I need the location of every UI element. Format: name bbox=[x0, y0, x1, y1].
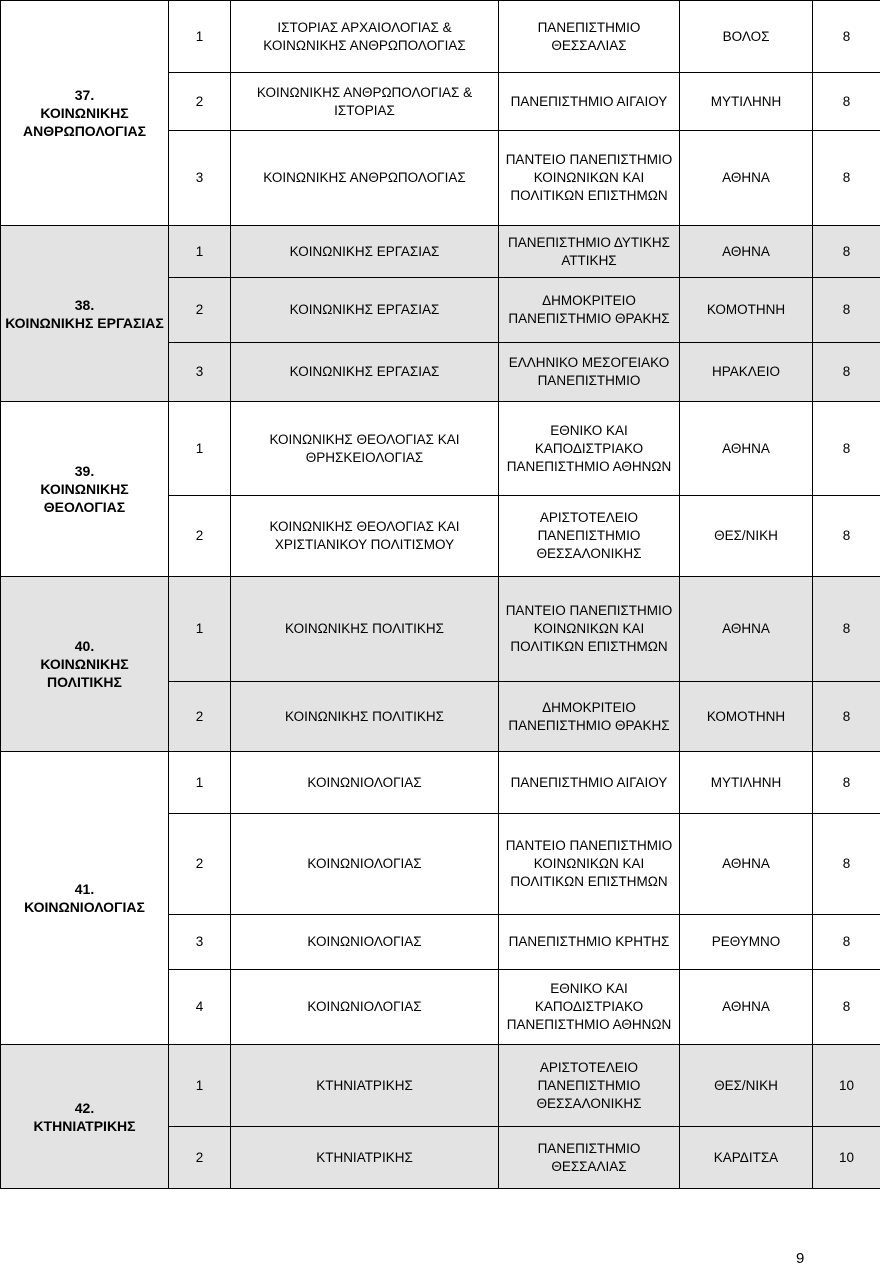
semesters-cell: 8 bbox=[813, 915, 880, 970]
university-cell: ΑΡΙΣΤΟΤΕΛΕΙΟ ΠΑΝΕΠΙΣΤΗΜΙΟ ΘΕΣΣΑΛΟΝΙΚΗΣ bbox=[499, 496, 680, 577]
semesters-cell: 8 bbox=[813, 682, 880, 752]
department-cell: ΚΟΙΝΩΝΙΚΗΣ ΕΡΓΑΣΙΑΣ bbox=[231, 278, 499, 343]
department-cell: ΚΟΙΝΩΝΙΟΛΟΓΙΑΣ bbox=[231, 915, 499, 970]
department-cell: ΚΟΙΝΩΝΙΚΗΣ ΕΡΓΑΣΙΑΣ bbox=[231, 226, 499, 278]
field-name: ΚΟΙΝΩΝΙΚΗΣ ΘΕΟΛΟΓΙΑΣ bbox=[40, 481, 129, 515]
semesters-cell: 10 bbox=[813, 1127, 880, 1189]
index-cell: 3 bbox=[169, 131, 231, 226]
field-number: 38. bbox=[74, 296, 95, 313]
index-cell: 2 bbox=[169, 278, 231, 343]
index-cell: 2 bbox=[169, 73, 231, 131]
index-cell: 3 bbox=[169, 915, 231, 970]
field-name-cell bbox=[1, 226, 169, 402]
semesters-cell: 8 bbox=[813, 577, 880, 682]
city-cell: ΑΘΗΝΑ bbox=[680, 402, 813, 496]
index-cell: 1 bbox=[169, 1045, 231, 1127]
index-cell: 2 bbox=[169, 682, 231, 752]
university-cell: ΑΡΙΣΤΟΤΕΛΕΙΟ ΠΑΝΕΠΙΣΤΗΜΙΟ ΘΕΣΣΑΛΟΝΙΚΗΣ bbox=[499, 1045, 680, 1127]
department-cell: ΚΟΙΝΩΝΙΟΛΟΓΙΑΣ bbox=[231, 814, 499, 915]
department-cell: ΚΤΗΝΙΑΤΡΙΚΗΣ bbox=[231, 1127, 499, 1189]
city-cell: ΒΟΛΟΣ bbox=[680, 1, 813, 73]
university-cell: ΠΑΝΕΠΙΣΤΗΜΙΟ ΑΙΓΑΙΟΥ bbox=[499, 73, 680, 131]
city-cell: ΡΕΘΥΜΝΟ bbox=[680, 915, 813, 970]
table-row bbox=[1, 226, 880, 278]
department-cell: ΙΣΤΟΡΙΑΣ ΑΡΧΑΙΟΛΟΓΙΑΣ & ΚΟΙΝΩΝΙΚΗΣ ΑΝΘΡΩΠΟΛΟΓΙΑΣ bbox=[231, 1, 499, 73]
field-name: ΚΤΗΝΙΑΤΡΙΚΗΣ bbox=[33, 1117, 136, 1134]
university-cell: ΔΗΜΟΚΡΙΤΕΙΟ ΠΑΝΕΠΙΣΤΗΜΙΟ ΘΡΑΚΗΣ bbox=[499, 682, 680, 752]
field-number: 39. bbox=[74, 463, 95, 479]
field-name: ΚΟΙΝΩΝΙΚΗΣ ΑΝΘΡΩΠΟΛΟΓΙΑΣ bbox=[23, 105, 146, 139]
city-cell: ΑΘΗΝΑ bbox=[680, 131, 813, 226]
table-row bbox=[1, 402, 880, 496]
university-cell: ΕΘΝΙΚΟ ΚΑΙ ΚΑΠΟΔΙΣΤΡΙΑΚΟ ΠΑΝΕΠΙΣΤΗΜΙΟ ΑΘΗΝΩΝ bbox=[499, 970, 680, 1045]
city-cell: ΚΟΜΟΤΗΝΗ bbox=[680, 682, 813, 752]
semesters-cell: 8 bbox=[813, 73, 880, 131]
field-number: 42. bbox=[74, 1099, 95, 1116]
department-group bbox=[1, 1, 880, 226]
city-cell: ΘΕΣ/ΝΙΚΗ bbox=[680, 1045, 813, 1127]
department-group bbox=[1, 577, 880, 752]
page-number: 9 bbox=[796, 1250, 805, 1267]
city-cell: ΑΘΗΝΑ bbox=[680, 577, 813, 682]
university-cell: ΠΑΝΕΠΙΣΤΗΜΙΟ ΚΡΗΤΗΣ bbox=[499, 915, 680, 970]
table-row bbox=[1, 1045, 880, 1127]
department-cell: ΚΟΙΝΩΝΙΚΗΣ ΠΟΛΙΤΙΚΗΣ bbox=[231, 577, 499, 682]
department-cell: ΚΤΗΝΙΑΤΡΙΚΗΣ bbox=[231, 1045, 499, 1127]
index-cell: 1 bbox=[169, 577, 231, 682]
city-cell: ΗΡΑΚΛΕΙΟ bbox=[680, 343, 813, 402]
university-cell: ΔΗΜΟΚΡΙΤΕΙΟ ΠΑΝΕΠΙΣΤΗΜΙΟ ΘΡΑΚΗΣ bbox=[499, 278, 680, 343]
department-group bbox=[1, 402, 880, 577]
field-name-cell bbox=[1, 577, 169, 752]
department-cell: ΚΟΙΝΩΝΙΚΗΣ ΕΡΓΑΣΙΑΣ bbox=[231, 343, 499, 402]
index-cell: 1 bbox=[169, 752, 231, 814]
university-cell: ΠΑΝΕΠΙΣΤΗΜΙΟ ΘΕΣΣΑΛΙΑΣ bbox=[499, 1127, 680, 1189]
semesters-cell: 8 bbox=[813, 131, 880, 226]
city-cell: ΑΘΗΝΑ bbox=[680, 226, 813, 278]
semesters-cell: 8 bbox=[813, 278, 880, 343]
semesters-cell: 8 bbox=[813, 343, 880, 402]
city-cell: ΜΥΤΙΛΗΝΗ bbox=[680, 73, 813, 131]
index-cell: 2 bbox=[169, 1127, 231, 1189]
field-number: 41. bbox=[74, 881, 95, 897]
index-cell: 1 bbox=[169, 1, 231, 73]
university-cell: ΠΑΝΕΠΙΣΤΗΜΙΟ ΔΥΤΙΚΗΣ ΑΤΤΙΚΗΣ bbox=[499, 226, 680, 278]
university-cell: ΕΘΝΙΚΟ ΚΑΙ ΚΑΠΟΔΙΣΤΡΙΑΚΟ ΠΑΝΕΠΙΣΤΗΜΙΟ ΑΘΗΝΩΝ bbox=[499, 402, 680, 496]
field-name: ΚΟΙΝΩΝΙΚΗΣ ΠΟΛΙΤΙΚΗΣ bbox=[40, 656, 129, 690]
semesters-cell: 10 bbox=[813, 1045, 880, 1127]
department-cell: ΚΟΙΝΩΝΙΟΛΟΓΙΑΣ bbox=[231, 752, 499, 814]
department-cell: ΚΟΙΝΩΝΙΚΗΣ ΘΕΟΛΟΓΙΑΣ ΚΑΙ ΧΡΙΣΤΙΑΝΙΚΟΥ ΠΟΛΙΤΙΣΜΟΥ bbox=[231, 496, 499, 577]
field-name-cell bbox=[1, 752, 169, 1045]
city-cell: ΑΘΗΝΑ bbox=[680, 814, 813, 915]
university-cell: ΠΑΝΤΕΙΟ ΠΑΝΕΠΙΣΤΗΜΙΟ ΚΟΙΝΩΝΙΚΩΝ ΚΑΙ ΠΟΛΙΤΙΚΩΝ ΕΠΙΣΤΗΜΩΝ bbox=[499, 577, 680, 682]
semesters-cell: 8 bbox=[813, 226, 880, 278]
university-cell: ΠΑΝΕΠΙΣΤΗΜΙΟ ΘΕΣΣΑΛΙΑΣ bbox=[499, 1, 680, 73]
semesters-cell: 8 bbox=[813, 496, 880, 577]
university-cell: ΠΑΝΤΕΙΟ ΠΑΝΕΠΙΣΤΗΜΙΟ ΚΟΙΝΩΝΙΚΩΝ ΚΑΙ ΠΟΛΙΤΙΚΩΝ ΕΠΙΣΤΗΜΩΝ bbox=[499, 131, 680, 226]
department-group bbox=[1, 752, 880, 1045]
field-name: ΚΟΙΝΩΝΙΚΗΣ ΕΡΓΑΣΙΑΣ bbox=[5, 314, 164, 331]
city-cell: ΜΥΤΙΛΗΝΗ bbox=[680, 752, 813, 814]
field-name-cell bbox=[1, 1, 169, 226]
city-cell: ΚΑΡΔΙΤΣΑ bbox=[680, 1127, 813, 1189]
department-cell: ΚΟΙΝΩΝΙΚΗΣ ΠΟΛΙΤΙΚΗΣ bbox=[231, 682, 499, 752]
index-cell: 4 bbox=[169, 970, 231, 1045]
table-row bbox=[1, 577, 880, 682]
department-group bbox=[1, 1045, 880, 1189]
semesters-cell: 8 bbox=[813, 814, 880, 915]
index-cell: 1 bbox=[169, 402, 231, 496]
city-cell: ΘΕΣ/ΝΙΚΗ bbox=[680, 496, 813, 577]
department-group bbox=[1, 226, 880, 402]
semesters-cell: 8 bbox=[813, 970, 880, 1045]
index-cell: 3 bbox=[169, 343, 231, 402]
university-cell: ΕΛΛΗΝΙΚΟ ΜΕΣΟΓΕΙΑΚΟ ΠΑΝΕΠΙΣΤΗΜΙΟ bbox=[499, 343, 680, 402]
index-cell: 1 bbox=[169, 226, 231, 278]
field-name-cell bbox=[1, 402, 169, 577]
table-row bbox=[1, 1, 880, 73]
department-cell: ΚΟΙΝΩΝΙΟΛΟΓΙΑΣ bbox=[231, 970, 499, 1045]
city-cell: ΚΟΜΟΤΗΝΗ bbox=[680, 278, 813, 343]
city-cell: ΑΘΗΝΑ bbox=[680, 970, 813, 1045]
index-cell: 2 bbox=[169, 496, 231, 577]
field-name-cell bbox=[1, 1045, 169, 1189]
table-row bbox=[1, 752, 880, 814]
semesters-cell: 8 bbox=[813, 402, 880, 496]
field-name: ΚΟΙΝΩΝΙΟΛΟΓΙΑΣ bbox=[24, 899, 145, 915]
semesters-cell: 8 bbox=[813, 1, 880, 73]
department-cell: ΚΟΙΝΩΝΙΚΗΣ ΑΝΘΡΩΠΟΛΟΓΙΑΣ bbox=[231, 131, 499, 226]
semesters-cell: 8 bbox=[813, 752, 880, 814]
field-number: 37. bbox=[74, 87, 95, 103]
department-cell: ΚΟΙΝΩΝΙΚΗΣ ΘΕΟΛΟΓΙΑΣ ΚΑΙ ΘΡΗΣΚΕΙΟΛΟΓΙΑΣ bbox=[231, 402, 499, 496]
university-cell: ΠΑΝΕΠΙΣΤΗΜΙΟ ΑΙΓΑΙΟΥ bbox=[499, 752, 680, 814]
university-cell: ΠΑΝΤΕΙΟ ΠΑΝΕΠΙΣΤΗΜΙΟ ΚΟΙΝΩΝΙΚΩΝ ΚΑΙ ΠΟΛΙΤΙΚΩΝ ΕΠΙΣΤΗΜΩΝ bbox=[499, 814, 680, 915]
field-number: 40. bbox=[74, 638, 95, 654]
index-cell: 2 bbox=[169, 814, 231, 915]
department-cell: ΚΟΙΝΩΝΙΚΗΣ ΑΝΘΡΩΠΟΛΟΓΙΑΣ & ΙΣΤΟΡΙΑΣ bbox=[231, 73, 499, 131]
